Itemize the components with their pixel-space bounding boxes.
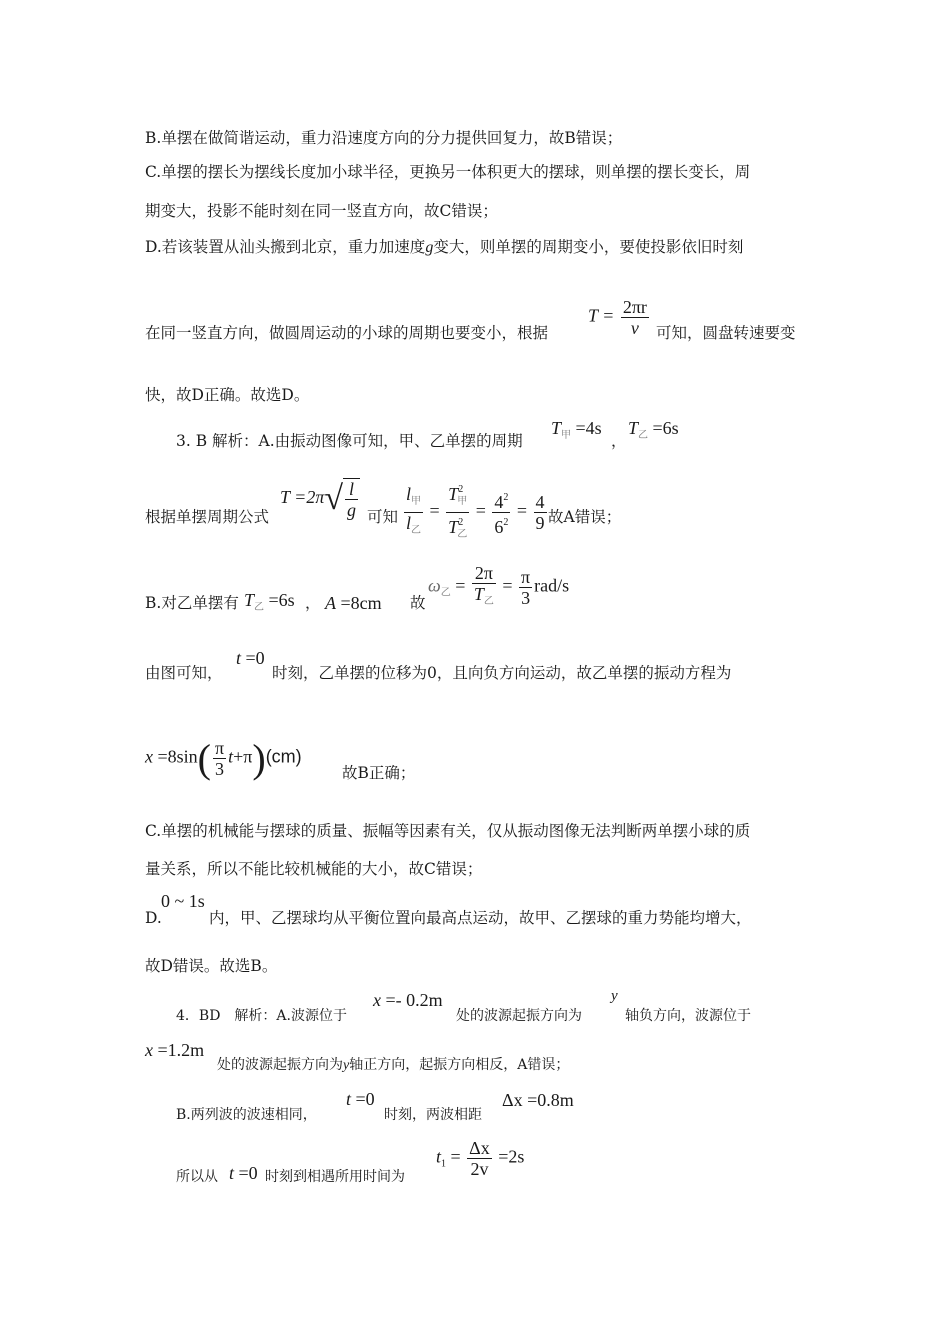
text-line-q4-b: 处的波源起振方向为 xyxy=(456,1008,582,1024)
text-line-q3-t0-a: 由图可知， xyxy=(145,664,223,682)
text-line-q3-eq-b: 故B正确； xyxy=(342,764,416,782)
text-line-q4-4b: 时刻到相遇所用时间为 xyxy=(265,1169,405,1185)
formula-y-axis: y xyxy=(611,988,618,1004)
text-line-q4-3b: 时刻，两波相距 xyxy=(384,1107,482,1123)
text-line-q4-a: 4．BD 解析：A.波源位于 xyxy=(176,1008,347,1024)
text-line-q3-formula-a: 根据单摆周期公式 xyxy=(145,508,270,526)
text-line-q4-3a: B.两列波的波速相同， xyxy=(176,1107,317,1123)
formula-T-yi-6s: $T_乙 =6s$ xyxy=(244,590,295,613)
formula-t0: t =0 xyxy=(236,648,265,668)
text-line-c-single-2: 期变大，投影不能时刻在同一竖直方向，故C错误； xyxy=(145,202,498,220)
text-line-d-single-2: 在同一竖直方向，做圆周运动的小球的周期也要变小，根据 xyxy=(145,324,549,342)
text-line-d-single-1: D.若该装置从汕头搬到北京，重力加速度g变大，则单摆的周期变小，要使投影依旧时刻 xyxy=(145,238,744,256)
text-line-b-single: B.单摆在做简谐运动，重力沿速度方向的分力提供回复力，故B错误； xyxy=(145,129,623,147)
text-q3-comma: ， xyxy=(611,432,627,450)
text-line-q3-c-2: 量关系，所以不能比较机械能的大小，故C错误； xyxy=(145,860,483,878)
text-line-q4-c: 轴负方向，波源位于 xyxy=(625,1008,751,1024)
text-line-q3-formula-b: 可知 xyxy=(367,508,399,526)
text-line-q4-2: 处的波源起振方向为y轴正方向，起振方向相反，A错误； xyxy=(217,1057,570,1073)
text-line-q3-d-a: D. xyxy=(145,909,162,927)
text-line-d-single-3: 快，故D正确。故选D。 xyxy=(145,386,310,404)
formula-pendulum-period: T =2π√ $\frac{l}{g}$ xyxy=(280,478,360,520)
formula-vibration-equation: x =8sin( $\frac{\pi}{3}$ t+π)(cm) xyxy=(145,736,302,781)
formula-source-neg: x =- 0.2m xyxy=(373,990,443,1010)
text-line-q3-c-1: C.单摆的机械能与摆球的质量、振幅等因素有关，仅从振动图像无法判断两单摆小球的质 xyxy=(145,822,751,840)
formula-period-circle: T = $\frac{2\pi r}{v}$ xyxy=(588,297,647,338)
formula-t0-q4-b: t =0 xyxy=(229,1163,258,1183)
formula-meet-time: $t_1$ = $\frac{\Delta x}{2v}$ =2s xyxy=(436,1138,525,1179)
text-line-q3-intro: 3. B 解析：A.由振动图像可知，甲、乙单摆的周期 xyxy=(176,432,523,450)
text-line-q3-formula-c: 故A错误； xyxy=(548,508,622,526)
text-q3-b-gu: 故 xyxy=(410,594,426,612)
formula-t0-q4: t =0 xyxy=(346,1089,375,1109)
formula-T-yi: $T_乙 =6s$ xyxy=(628,418,679,441)
formula-omega: $\omega_乙$ = $\frac{2\pi}{T_乙}$ = $\frac{\pi}{3}$ rad/s xyxy=(428,563,570,608)
text-line-q3-d-2: 故D错误。故选B。 xyxy=(145,957,278,975)
text-line-q4-4a: 所以从 xyxy=(176,1169,218,1185)
formula-time-range: 0 ~ 1s xyxy=(161,891,205,911)
text-line-q3-b: B.对乙单摆有 xyxy=(145,594,239,612)
text-q3-b-comma: ， xyxy=(305,594,321,612)
formula-length-ratio: $\frac{l_甲}{l_乙}$ = $\frac{T^2_甲}{T^2_乙}$ = $\frac{4^2}{6^2}$ = $\frac{4}{9}$ xyxy=(402,480,549,545)
text-line-d-single-2b: 可知，圆盘转速要变 xyxy=(656,324,796,342)
formula-amplitude: A =8cm xyxy=(325,593,382,613)
text-line-q3-d-b: 内，甲、乙摆球均从平衡位置向最高点运动，故甲、乙摆球的重力势能均增大， xyxy=(209,909,752,927)
text-line-c-single-1: C.单摆的摆长为摆线长度加小球半径，更换另一体积更大的摆球，则单摆的摆长变长，周 xyxy=(145,163,751,181)
text-line-q3-t0-b: 时刻，乙单摆的位移为0，且向负方向运动，故乙单摆的振动方程为 xyxy=(272,664,732,682)
formula-T-jia: $T_甲 =4s$ xyxy=(551,418,602,441)
formula-distance: Δx =0.8m xyxy=(502,1090,574,1110)
formula-source-pos: x =1.2m xyxy=(145,1040,205,1060)
